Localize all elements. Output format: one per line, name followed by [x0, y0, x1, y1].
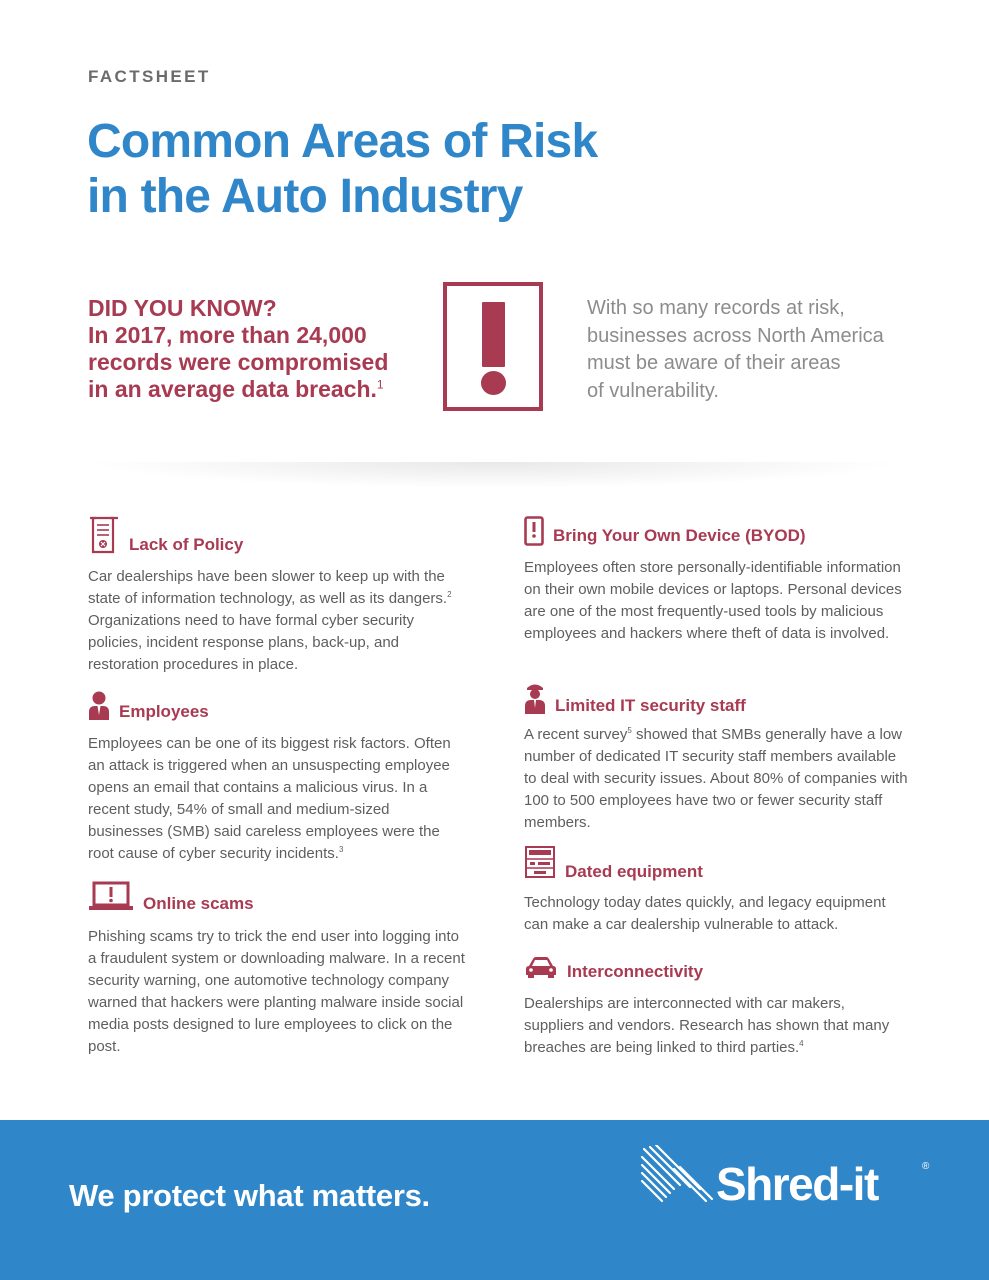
body-text: Dealerships are interconnected with car makers, suppliers and vendors. Research has shown that many breaches are being linked to third parties. [524, 995, 890, 1056]
page-title-line-2: in the Auto Industry [87, 170, 523, 223]
intro-line: With so many records at risk, [587, 297, 845, 319]
registered-mark: ® [922, 1161, 930, 1172]
section-body [88, 733, 468, 865]
body-text: showed that SMBs generally have a low number of dedicated IT security staff members available to deal with security issues. About 80% of companies with 100 to 500 employees have two or fewer security staff members. [524, 726, 908, 831]
section-body [524, 724, 909, 834]
footnote-ref: 4 [799, 1039, 804, 1048]
callout-line-text: in an average data breach. [88, 376, 377, 402]
callout-line [88, 376, 433, 403]
security-guard-icon [524, 682, 546, 719]
footnote-ref: 1 [376, 377, 384, 392]
logo-wordmark: Shred-it [716, 1158, 878, 1210]
section-title: Dated equipment [565, 861, 703, 881]
body-text: Organizations need to have formal cyber security policies, incident response plans, back-up, and restoration procedures in place. [88, 612, 414, 673]
section-title: Online scams [143, 893, 254, 913]
doc-type-label: FACTSHEET [88, 67, 211, 86]
exclamation-bar [482, 302, 505, 367]
section-lack-of-policy [88, 515, 468, 676]
intro-line: of vulnerability. [587, 379, 719, 402]
car-icon [524, 955, 558, 984]
section-body [88, 566, 468, 676]
body-text: A recent survey [524, 726, 628, 743]
callout-heading: DID YOU KNOW? [88, 295, 277, 321]
section-employees [88, 690, 468, 865]
section-interconnectivity [524, 955, 909, 1059]
callout-line: In 2017, more than 24,000 [88, 322, 367, 348]
section-body [524, 993, 909, 1059]
tagline: We protect what matters. [69, 1178, 430, 1213]
footnote-ref: 5 [627, 726, 632, 735]
page-title-line-1: Common Areas of Risk [87, 115, 598, 168]
did-you-know-callout [88, 295, 433, 403]
footer-banner [0, 1120, 989, 1280]
section-byod [524, 516, 909, 645]
section-body: Employees often store personally-identifiable information on their own mobile devices or laptops. Personal devices are one of the most frequently-used tools by malicious employees and hackers where theft of data is involved. [524, 559, 902, 642]
document-icon [88, 515, 120, 560]
page-title [87, 114, 597, 224]
section-limited-it-staff [524, 682, 909, 834]
section-title: Lack of Policy [129, 534, 244, 554]
logo-stripes-icon [640, 1145, 714, 1209]
copier-icon [524, 845, 556, 884]
callout-line: records were compromised [88, 349, 389, 375]
intro-line: must be aware of their areas [587, 352, 841, 374]
body-text: Employees can be one of its biggest risk factors. Often an attack is triggered when an unsuspecting employee opens an email that contains a malicious virus. In a recent study, 54% of small and medium-sized businesses (SMB) said careless employees were the root cause of cyber security incidents. [88, 735, 451, 862]
section-body: Phishing scams try to trick the end user into logging into a fraudulent system or downloading malware. In a recent security warning, one automotive technology company warned that hackers were planting malware inside social media posts designed to lure employees to click on the post. [88, 928, 465, 1055]
shred-it-logo [640, 1145, 940, 1215]
section-dated-equipment [524, 845, 909, 936]
person-icon [88, 690, 110, 725]
intro-text [587, 295, 907, 405]
section-title: Bring Your Own Device (BYOD) [553, 525, 806, 545]
section-title: Limited IT security staff [555, 695, 746, 715]
section-divider [88, 462, 900, 488]
section-title: Employees [119, 701, 209, 721]
exclamation-dot [481, 371, 506, 395]
section-online-scams [88, 881, 468, 1058]
laptop-alert-icon [88, 881, 134, 916]
exclamation-icon [443, 282, 543, 411]
section-body: Technology today dates quickly, and legacy equipment can make a car dealership vulnerable to attack. [524, 894, 886, 933]
section-title: Interconnectivity [567, 961, 704, 981]
footnote-ref: 2 [447, 590, 452, 599]
footnote-ref: 3 [338, 845, 344, 854]
phone-alert-icon [524, 516, 544, 551]
body-text: Car dealerships have been slower to keep up with the state of information technology, as well as its dangers. [88, 568, 448, 607]
intro-line: businesses across North America [587, 324, 884, 347]
